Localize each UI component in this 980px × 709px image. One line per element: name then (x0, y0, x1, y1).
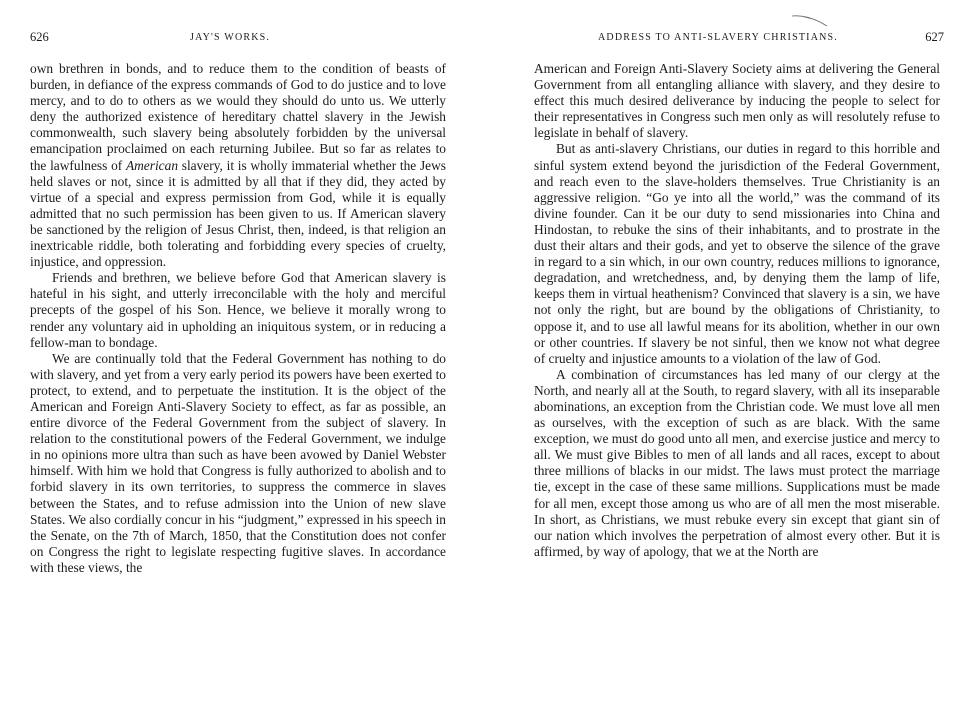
page-number: 626 (30, 30, 49, 44)
paragraph: We are continually told that the Federal Government has nothing to do with slavery, and yet from a very early period its powers have been exerted to protect, to extend, and to perpetuate the institution. It is the object of the American and Foreign Anti-Slavery Society to effect, as far as possible, an entire divorce of the Federal Government from the subject of slavery. In relation to the constitutional powers of the Federal Government, we indulge in no opinions more ultra than such as have been avowed by Daniel Webster himself. With him we hold that Congress is fully authorized to abolish and to forbid slavery in its own territories, to suppress the commerce in slaves between the States, and to refuse admission into the Union of new slave States. We also cordially concur in his “judgment,” expressed in his speech in the Senate, on the 7th of March, 1850, that the Constitution does not confer on Congress the right to legislate respecting fugitive slaves. In accordance with these views, the (30, 350, 446, 575)
left-page-body (30, 61, 446, 576)
right-page-header (534, 30, 944, 50)
running-head: ADDRESS TO ANTI-SLAVERY CHRISTIANS. (598, 32, 838, 43)
emphasis-text: American (125, 157, 179, 173)
paragraph: But as anti-slavery Christians, our duties in regard to this horrible and sinful system extend beyond the jurisdiction of the Federal Government, and reach even to the slave-holders themselves. True Christianity is an aggressive religion. “Go ye into all the world,” was the command of its divine founder. Can it be our duty to send missionaries into China and Hindostan, to rebuke the sins of their inhabitants, and to prostrate in the dust their altars and their gods, and yet to observe the silence of the grave in regard to a sin which, in our own country, reduces millions to ignorance, degradation, and wretchedness, and, by denying them the lamp of life, keeps them in virtual heathenism? Convinced that slavery is a sin, we have not only the right, but are bound by the obligations of Christianity, to oppose it, and to use all lawful means for its abolition, whether in our own or other countries. If slavery be not sinful, then we know not what degree of cruelty and injustice amounts to a violation of the law of God. (534, 141, 940, 366)
running-head: JAY'S WORKS. (190, 32, 271, 43)
paragraph-text: own brethren in bonds, and to reduce them to the condition of beasts of burden, in defiance of the express commands of God to do justice and to love mercy, and to do to others as we would they should do unto us. We utterly deny the authorized existence of hereditary chattel slavery in the Jewish commonwealth, such slavery being absolutely forbidden by the universal emancipation proclaimed on each returning Jubilee. But so far as relates to the lawfulness of (30, 61, 446, 173)
left-page-header (30, 30, 446, 50)
paragraph (30, 61, 446, 270)
paragraph: Friends and brethren, we believe before God that American slavery is hateful in his sight, and utterly irreconcilable with the holy and merciful precepts of the gospel of his Son. Hence, we believe it morally wrong to render any voluntary aid in upholding an iniquitous system, or in reducing a fellow-man to bondage. (30, 270, 446, 350)
paragraph: A combination of circumstances has led many of our clergy at the North, and nearly all at the South, to regard slavery, with all its inseparable abominations, an exception from the Christian code. We must love all men as ourselves, with the exception of such as are black. With the same exception, we must do good unto all men, and exercise justice and mercy to all. We must give Bibles to men of all lands and all races, except to about three millions of blacks in our midst. The laws must protect the marriage tie, except in the case of these same millions. Supplications must be made for all men, except those among us who are of all men the most miserable. In short, as Christians, we must rebuke every sin except that giant sin of our nation which involves the perpetration of almost every other. But it is affirmed, by way of apology, that we at the North are (534, 366, 940, 559)
page-number: 627 (925, 30, 944, 44)
left-page (30, 0, 446, 709)
paragraph: American and Foreign Anti-Slavery Society aims at delivering the General Government from all entangling alliance with slavery, and they desire to effect this much desired deliverance by inducing the people to select for their representatives in Congress such men only as will resolutely refuse to legislate in behalf of slavery. (534, 61, 940, 141)
right-page (534, 0, 944, 709)
right-page-body (534, 61, 940, 560)
paragraph-text: slavery, it is wholly immaterial whether the Jews held slaves or not, since it is admitted by all that if they did, they acted by virtue of a special and express permission from God, while it is equally admitted that no such permission has been given to us. If American slavery be sanctioned by the religion of Jesus Christ, then, indeed, is that religion an inextricable riddle, both tolerating and forbidding every species of cruelty, injustice, and oppression. (30, 157, 447, 270)
